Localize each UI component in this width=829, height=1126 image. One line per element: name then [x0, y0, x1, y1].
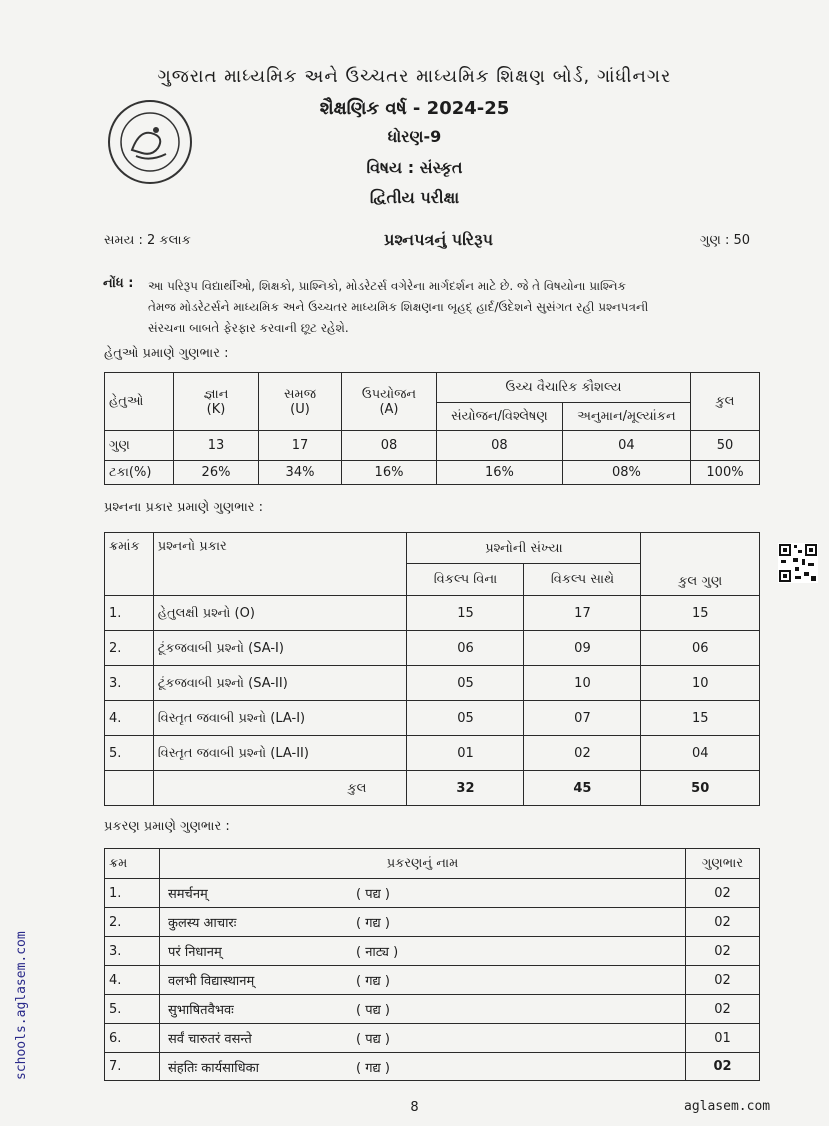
cell: 3. [105, 666, 154, 701]
cell: 02 [686, 966, 760, 995]
cell: 17 [524, 596, 641, 631]
header-label: સમજ [283, 386, 316, 402]
col-question-count: પ્રશ્નોની સંખ્યા [407, 533, 641, 564]
cell: 15 [641, 701, 760, 736]
cell: 01 [407, 736, 524, 771]
note-label: નોંધ : [103, 276, 134, 291]
col-weightage: ગુણભાર [686, 849, 760, 879]
cell: 02 [686, 995, 760, 1024]
cell: 5. [105, 736, 154, 771]
cell: 04 [562, 431, 690, 461]
subject: વિષય : સંસ્કૃત [366, 158, 463, 177]
cell: વિસ્તૃત જવાબી પ્રશ્નો (LA-II) [153, 736, 407, 771]
cell: 05 [407, 701, 524, 736]
cell: 1. [105, 879, 160, 908]
academic-year: શૈક્ષણિક વર્ષ - 2024-25 [319, 98, 510, 119]
pattern-title: પ્રશ્નપત્રનું પરિરૂપ [384, 230, 493, 249]
cell: 7. [105, 1053, 160, 1081]
qr-code [778, 543, 818, 583]
total-label: કુલ [153, 771, 407, 806]
col-synthesis: સંયોજન/વિશ્લેષણ [437, 403, 563, 431]
note-text [148, 276, 778, 339]
objective-weightage-heading: હેતુઓ પ્રમાણે ગુણભાર : [104, 346, 229, 361]
table-row [105, 966, 760, 995]
table-row [105, 701, 760, 736]
exam-name: દ્વિતીય પરીક્ષા [369, 188, 460, 207]
header-code: (K) [206, 401, 226, 417]
cell: 4. [105, 966, 160, 995]
table-row [105, 631, 760, 666]
cell: 45 [524, 771, 641, 806]
cell: 1. [105, 596, 154, 631]
cell: ટકા(%) [105, 461, 174, 485]
cell: 02 [686, 937, 760, 966]
cell: 2. [105, 631, 154, 666]
cell: 02 [686, 879, 760, 908]
header-code: (A) [379, 401, 399, 417]
cell: 09 [524, 631, 641, 666]
table-row [105, 879, 760, 908]
chapter-name: परं निधानम् [160, 937, 343, 966]
chapter-name: वलभी विद्यास्थानम् [160, 966, 343, 995]
cell: 08% [562, 461, 690, 485]
cell: 4. [105, 701, 154, 736]
cell: 06 [407, 631, 524, 666]
total-marks: ગુણ : 50 [700, 233, 751, 248]
chapter-genre: ( गद्य ) [342, 908, 686, 937]
cell: ગુણ [105, 431, 174, 461]
col-application [342, 373, 437, 431]
chapter-name: संहतिः कार्यसाधिका [160, 1053, 343, 1081]
table-row [105, 995, 760, 1024]
col-total: કુલ [691, 373, 760, 431]
col-chapter-name: પ્રકરણનું નામ [160, 849, 686, 879]
col-understanding [259, 373, 342, 431]
chapter-genre: ( गद्य ) [342, 966, 686, 995]
cell: 17 [259, 431, 342, 461]
exam-time: સમય : 2 કલાક [104, 233, 191, 248]
question-type-heading: પ્રશ્નના પ્રકાર પ્રમાણે ગુણભાર : [104, 500, 264, 515]
table-row [105, 596, 760, 631]
cell: 10 [524, 666, 641, 701]
cell: ટૂંકજવાબી પ્રશ્નો (SA-I) [153, 631, 407, 666]
chapter-genre: ( पद्य ) [342, 995, 686, 1024]
chapter-weightage-table [104, 848, 760, 1081]
cell: 02 [686, 908, 760, 937]
table-row [105, 937, 760, 966]
col-serial: ક્રમાંક [105, 533, 154, 596]
cell: 16% [437, 461, 563, 485]
cell: 6. [105, 1024, 160, 1053]
col-question-type: પ્રશ્નનો પ્રકાર [153, 533, 407, 596]
note-line: સંરચના બાબતે ફેરફાર કરવાની છૂટ રહેશે. [148, 321, 349, 335]
cell: 08 [437, 431, 563, 461]
chapter-name: सुभाषितवैभवः [160, 995, 343, 1024]
table-row [105, 666, 760, 701]
board-name: ગુજરાત માધ્યમિક અને ઉચ્ચતર માધ્યમિક શિક્ષણ બોર્ડ, ગાંધીનગર [157, 66, 672, 87]
cell: 32 [407, 771, 524, 806]
table-row [105, 431, 760, 461]
cell: 50 [691, 431, 760, 461]
table-row [105, 736, 760, 771]
header-code: (U) [290, 401, 310, 417]
note-line: આ પરિરૂપ વિદ્યાર્થીઓ, શિક્ષકો, પ્રાશ્નિકો, મોડરેટર્સ વગેરેના માર્ગદર્શન માટે છે. જે તે વિષયોના પ્રાશ્નિક [148, 279, 627, 293]
cell: 15 [407, 596, 524, 631]
table-row [105, 908, 760, 937]
header-label: જ્ઞાન [203, 386, 229, 402]
chapter-genre: ( पद्य ) [342, 879, 686, 908]
cell: 08 [342, 431, 437, 461]
cell: 13 [174, 431, 259, 461]
watermark-side: schools.aglasem.com [14, 931, 29, 1080]
cell: 100% [691, 461, 760, 485]
total-row [105, 771, 760, 806]
col-objectives: હેતુઓ [105, 373, 174, 431]
cell: હેતુલક્ષી પ્રશ્નો (O) [153, 596, 407, 631]
chapter-genre: ( नाट्य ) [342, 937, 686, 966]
chapter-name: समर्चनम् [160, 879, 343, 908]
col-higher-thinking: ઉચ્ચ વૈચારિક કૌશલ્ય [437, 373, 691, 403]
cell: 05 [407, 666, 524, 701]
col-without-option: વિકલ્પ વિના [407, 564, 524, 596]
cell: 3. [105, 937, 160, 966]
cell: ટૂંકજવાબી પ્રશ્નો (SA-II) [153, 666, 407, 701]
cell: 5. [105, 995, 160, 1024]
col-with-option: વિકલ્પ સાથે [524, 564, 641, 596]
chapter-name: कुलस्य आचारः [160, 908, 343, 937]
col-total-marks: કુલ ગુણ [641, 533, 760, 596]
cell: 15 [641, 596, 760, 631]
table-row [105, 461, 760, 485]
col-serial: ક્રમ [105, 849, 160, 879]
objective-weightage-table [104, 372, 760, 485]
cell: વિસ્તૃત જવાબી પ્રશ્નો (LA-I) [153, 701, 407, 736]
cell: 26% [174, 461, 259, 485]
cell: 10 [641, 666, 760, 701]
header-label: ઉપયોજન [361, 386, 417, 402]
note-line: તેમજ મોડરેટર્સને માધ્યમિક અને ઉચ્ચતર માધ્યમિક શિક્ષણના બૃહદ્ હાર્દ/ઉદેશને સુસંગત રહી પ્રશ્નપત્રની [148, 300, 649, 314]
cell: 07 [524, 701, 641, 736]
col-evaluation: અનુમાન/મૂલ્યાંકન [562, 403, 690, 431]
cell: 04 [641, 736, 760, 771]
watermark-bottom: aglasem.com [684, 1099, 771, 1114]
table-row [105, 1053, 760, 1081]
cell: 01 [686, 1024, 760, 1053]
col-knowledge [174, 373, 259, 431]
cell: 34% [259, 461, 342, 485]
cell: 50 [641, 771, 760, 806]
cell: 2. [105, 908, 160, 937]
table-row [105, 1024, 760, 1053]
page-number: 8 [410, 1100, 419, 1115]
cell: 06 [641, 631, 760, 666]
chapter-weightage-heading: પ્રકરણ પ્રમાણે ગુણભાર : [104, 819, 230, 834]
board-seal-logo [106, 98, 194, 186]
chapter-genre: ( पद्य ) [342, 1024, 686, 1053]
standard: ધોરણ-9 [387, 127, 442, 146]
cell: 02 [524, 736, 641, 771]
chapter-genre: ( गद्य ) [342, 1053, 686, 1081]
cell: 02 [686, 1053, 760, 1081]
question-type-table [104, 532, 760, 806]
cell: 16% [342, 461, 437, 485]
chapter-name: सर्वं चारुतरं वसन्ते [160, 1024, 343, 1053]
